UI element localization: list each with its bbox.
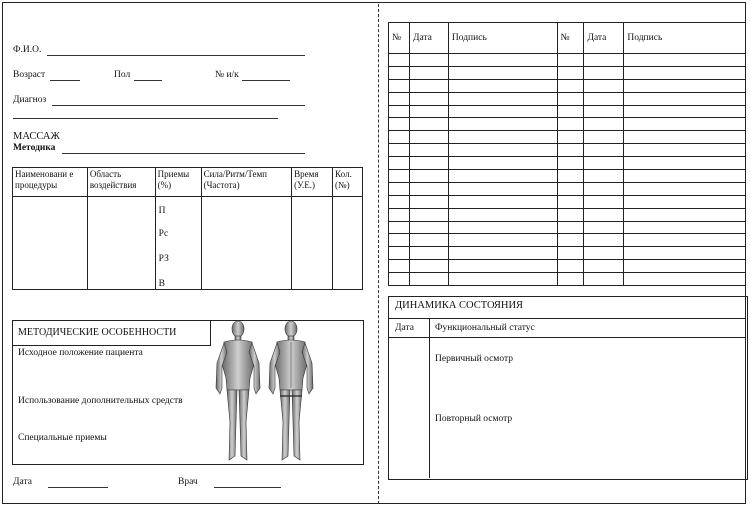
visits-cell[interactable] <box>448 144 557 157</box>
dynamics-col-status: Функциональный статус <box>435 323 535 333</box>
visits-cell[interactable] <box>409 66 448 79</box>
visits-cell[interactable] <box>409 54 448 67</box>
visits-row <box>389 273 746 286</box>
visits-cell[interactable] <box>624 54 746 67</box>
visits-cell[interactable] <box>389 92 410 105</box>
visits-row <box>389 105 746 118</box>
visits-cell[interactable] <box>557 118 584 131</box>
proc-cell-count[interactable] <box>333 197 363 290</box>
visits-cell[interactable] <box>389 247 410 260</box>
visits-cell[interactable] <box>448 118 557 131</box>
method-field[interactable] <box>62 153 305 154</box>
date-field[interactable] <box>48 487 108 488</box>
visits-cell[interactable] <box>584 260 624 273</box>
visits-cell[interactable] <box>624 170 746 183</box>
visits-header-signature-2: Подпись <box>624 23 746 54</box>
visits-cell[interactable] <box>584 105 624 118</box>
body-figure-illustration <box>212 318 317 466</box>
visits-cell[interactable] <box>448 54 557 67</box>
visits-cell[interactable] <box>557 260 584 273</box>
visits-cell[interactable] <box>409 92 448 105</box>
visits-cell[interactable] <box>448 195 557 208</box>
visits-cell[interactable] <box>584 118 624 131</box>
visits-cell[interactable] <box>409 182 448 195</box>
doctor-label: Врач <box>178 477 198 487</box>
dynamics-title: ДИНАМИКА СОСТОЯНИЯ <box>395 300 524 311</box>
visits-cell[interactable] <box>584 273 624 286</box>
visits-row <box>389 157 746 170</box>
visits-cell[interactable] <box>557 247 584 260</box>
visits-row <box>389 260 746 273</box>
proc-header-force: Сила/Ритм/Темп (Частота) <box>201 168 292 197</box>
visits-row <box>389 247 746 260</box>
diagnosis-field[interactable] <box>52 105 305 106</box>
dynamics-header-line <box>388 318 746 319</box>
technique-stroking: П <box>158 206 166 216</box>
visits-cell[interactable] <box>557 157 584 170</box>
visits-cell[interactable] <box>409 157 448 170</box>
visits-cell[interactable] <box>448 92 557 105</box>
proc-cell-techniques[interactable] <box>155 197 201 290</box>
visits-cell[interactable] <box>448 79 557 92</box>
visits-cell[interactable] <box>448 170 557 183</box>
technique-rubbing: Рс <box>158 229 169 239</box>
first-exam-label: Первичный осмотр <box>435 354 513 364</box>
visits-cell[interactable] <box>624 79 746 92</box>
visits-cell[interactable] <box>389 260 410 273</box>
visits-cell[interactable] <box>624 118 746 131</box>
visits-cell[interactable] <box>584 79 624 92</box>
visits-cell[interactable] <box>624 157 746 170</box>
visits-cell[interactable] <box>584 170 624 183</box>
visits-row <box>389 92 746 105</box>
visits-cell[interactable] <box>584 144 624 157</box>
visits-cell[interactable] <box>448 260 557 273</box>
method-item-special: Специальные приемы <box>18 433 107 443</box>
visits-row <box>389 79 746 92</box>
visits-cell[interactable] <box>557 54 584 67</box>
second-exam-label: Повторный осмотр <box>435 414 513 424</box>
sex-field[interactable] <box>134 80 162 81</box>
visits-row <box>389 182 746 195</box>
visits-table <box>388 22 746 286</box>
dynamics-col-date: Дата <box>395 323 414 333</box>
proc-header-name: Наименовани е процедуры <box>13 168 88 197</box>
proc-cell-name[interactable] <box>13 197 88 290</box>
diagnosis-field-2[interactable] <box>13 118 278 119</box>
sex-label: Пол <box>114 70 131 80</box>
visits-cell[interactable] <box>409 260 448 273</box>
visits-cell[interactable] <box>389 195 410 208</box>
dynamics-col-divider <box>429 318 430 478</box>
visits-cell[interactable] <box>389 131 410 144</box>
visits-header-date-2: Дата <box>584 23 624 54</box>
visits-row <box>389 208 746 221</box>
visits-cell[interactable] <box>448 131 557 144</box>
method-item-aids: Использование дополнительных средств <box>18 396 183 406</box>
visits-cell[interactable] <box>557 195 584 208</box>
visits-cell[interactable] <box>584 131 624 144</box>
visits-cell[interactable] <box>557 144 584 157</box>
diagnosis-label: Диагноз <box>13 95 47 105</box>
visits-cell[interactable] <box>389 144 410 157</box>
proc-cell-force[interactable] <box>201 197 292 290</box>
visits-cell[interactable] <box>409 79 448 92</box>
visits-cell[interactable] <box>389 66 410 79</box>
visits-cell[interactable] <box>584 234 624 247</box>
visits-cell[interactable] <box>557 79 584 92</box>
visits-cell[interactable] <box>389 54 410 67</box>
visits-cell[interactable] <box>584 66 624 79</box>
visits-cell[interactable] <box>557 170 584 183</box>
doctor-field[interactable] <box>214 487 281 488</box>
visits-cell[interactable] <box>448 221 557 234</box>
visits-cell[interactable] <box>448 182 557 195</box>
procedure-table <box>12 167 363 290</box>
age-label: Возраст <box>13 70 46 80</box>
visits-row <box>389 66 746 79</box>
method-label: Методика <box>13 143 56 153</box>
dynamics-header-bottom <box>388 337 746 338</box>
visits-cell[interactable] <box>448 66 557 79</box>
visits-cell[interactable] <box>557 131 584 144</box>
visits-cell[interactable] <box>389 118 410 131</box>
technique-vibration: В <box>158 279 166 289</box>
proc-header-techniques: Приемы (%) <box>155 168 201 197</box>
visits-header-no-2: № <box>557 23 584 54</box>
visits-cell[interactable] <box>557 221 584 234</box>
massage-title: МАССАЖ <box>13 131 60 142</box>
fio-label: Ф.И.О. <box>13 45 42 55</box>
visits-row <box>389 195 746 208</box>
visits-cell[interactable] <box>409 118 448 131</box>
visits-cell[interactable] <box>624 234 746 247</box>
proc-header-area: Область воздействия <box>87 168 155 197</box>
visits-cell[interactable] <box>624 260 746 273</box>
visits-cell[interactable] <box>409 170 448 183</box>
visits-cell[interactable] <box>557 105 584 118</box>
visits-cell[interactable] <box>448 234 557 247</box>
visits-cell[interactable] <box>409 131 448 144</box>
visits-cell[interactable] <box>584 221 624 234</box>
technique-kneading: РЗ <box>158 254 169 264</box>
visits-header-signature: Подпись <box>448 23 557 54</box>
visits-row <box>389 170 746 183</box>
visits-row <box>389 221 746 234</box>
visits-cell[interactable] <box>624 273 746 286</box>
visits-header-no: № <box>389 23 410 54</box>
visits-cell[interactable] <box>389 208 410 221</box>
age-field[interactable] <box>50 80 80 81</box>
fold-line <box>378 4 379 504</box>
visits-cell[interactable] <box>624 247 746 260</box>
visits-cell[interactable] <box>624 66 746 79</box>
proc-cell-area[interactable] <box>87 197 155 290</box>
visits-cell[interactable] <box>584 92 624 105</box>
visits-cell[interactable] <box>409 273 448 286</box>
visits-header-date: Дата <box>409 23 448 54</box>
visits-cell[interactable] <box>624 144 746 157</box>
visits-cell[interactable] <box>584 54 624 67</box>
fio-field[interactable] <box>47 55 305 56</box>
visits-cell[interactable] <box>624 92 746 105</box>
visits-cell[interactable] <box>448 208 557 221</box>
visits-cell[interactable] <box>409 208 448 221</box>
visits-cell[interactable] <box>389 182 410 195</box>
visits-cell[interactable] <box>389 157 410 170</box>
visits-cell[interactable] <box>409 234 448 247</box>
visits-cell[interactable] <box>557 66 584 79</box>
visits-row <box>389 131 746 144</box>
visits-cell[interactable] <box>409 247 448 260</box>
visits-cell[interactable] <box>389 221 410 234</box>
method-box-title: МЕТОДИЧЕСКИЕ ОСОБЕННОСТИ <box>18 327 177 338</box>
back-body-icon <box>269 321 313 460</box>
proc-header-time: Время (У.Е.) <box>292 168 333 197</box>
visits-cell[interactable] <box>584 157 624 170</box>
visits-cell[interactable] <box>557 234 584 247</box>
visits-cell[interactable] <box>389 105 410 118</box>
visits-cell[interactable] <box>409 195 448 208</box>
visits-cell[interactable] <box>448 157 557 170</box>
visits-cell[interactable] <box>409 144 448 157</box>
visits-cell[interactable] <box>409 105 448 118</box>
proc-header-count: Кол. (№) <box>333 168 363 197</box>
visits-cell[interactable] <box>624 195 746 208</box>
visits-cell[interactable] <box>557 182 584 195</box>
visits-cell[interactable] <box>624 105 746 118</box>
method-item-position: Исходное положение пациента <box>18 348 143 358</box>
visits-cell[interactable] <box>624 131 746 144</box>
visits-cell[interactable] <box>584 208 624 221</box>
visits-cell[interactable] <box>448 273 557 286</box>
visits-cell[interactable] <box>584 247 624 260</box>
visits-cell[interactable] <box>409 221 448 234</box>
visits-cell[interactable] <box>584 195 624 208</box>
card-field[interactable] <box>242 80 290 81</box>
visits-cell[interactable] <box>448 247 557 260</box>
proc-cell-time[interactable] <box>292 197 333 290</box>
card-label: № и/к <box>215 70 239 80</box>
visits-cell[interactable] <box>557 92 584 105</box>
visits-row <box>389 54 746 67</box>
visits-cell[interactable] <box>557 273 584 286</box>
visits-cell[interactable] <box>389 170 410 183</box>
visits-cell[interactable] <box>557 208 584 221</box>
visits-cell[interactable] <box>624 208 746 221</box>
front-body-icon <box>216 321 260 460</box>
visits-cell[interactable] <box>448 105 557 118</box>
visits-cell[interactable] <box>624 182 746 195</box>
visits-cell[interactable] <box>389 79 410 92</box>
date-label: Дата <box>13 477 32 487</box>
visits-row <box>389 234 746 247</box>
visits-cell[interactable] <box>624 221 746 234</box>
visits-cell[interactable] <box>389 234 410 247</box>
visits-cell[interactable] <box>584 182 624 195</box>
visits-row <box>389 118 746 131</box>
visits-cell[interactable] <box>389 273 410 286</box>
visits-row <box>389 144 746 157</box>
